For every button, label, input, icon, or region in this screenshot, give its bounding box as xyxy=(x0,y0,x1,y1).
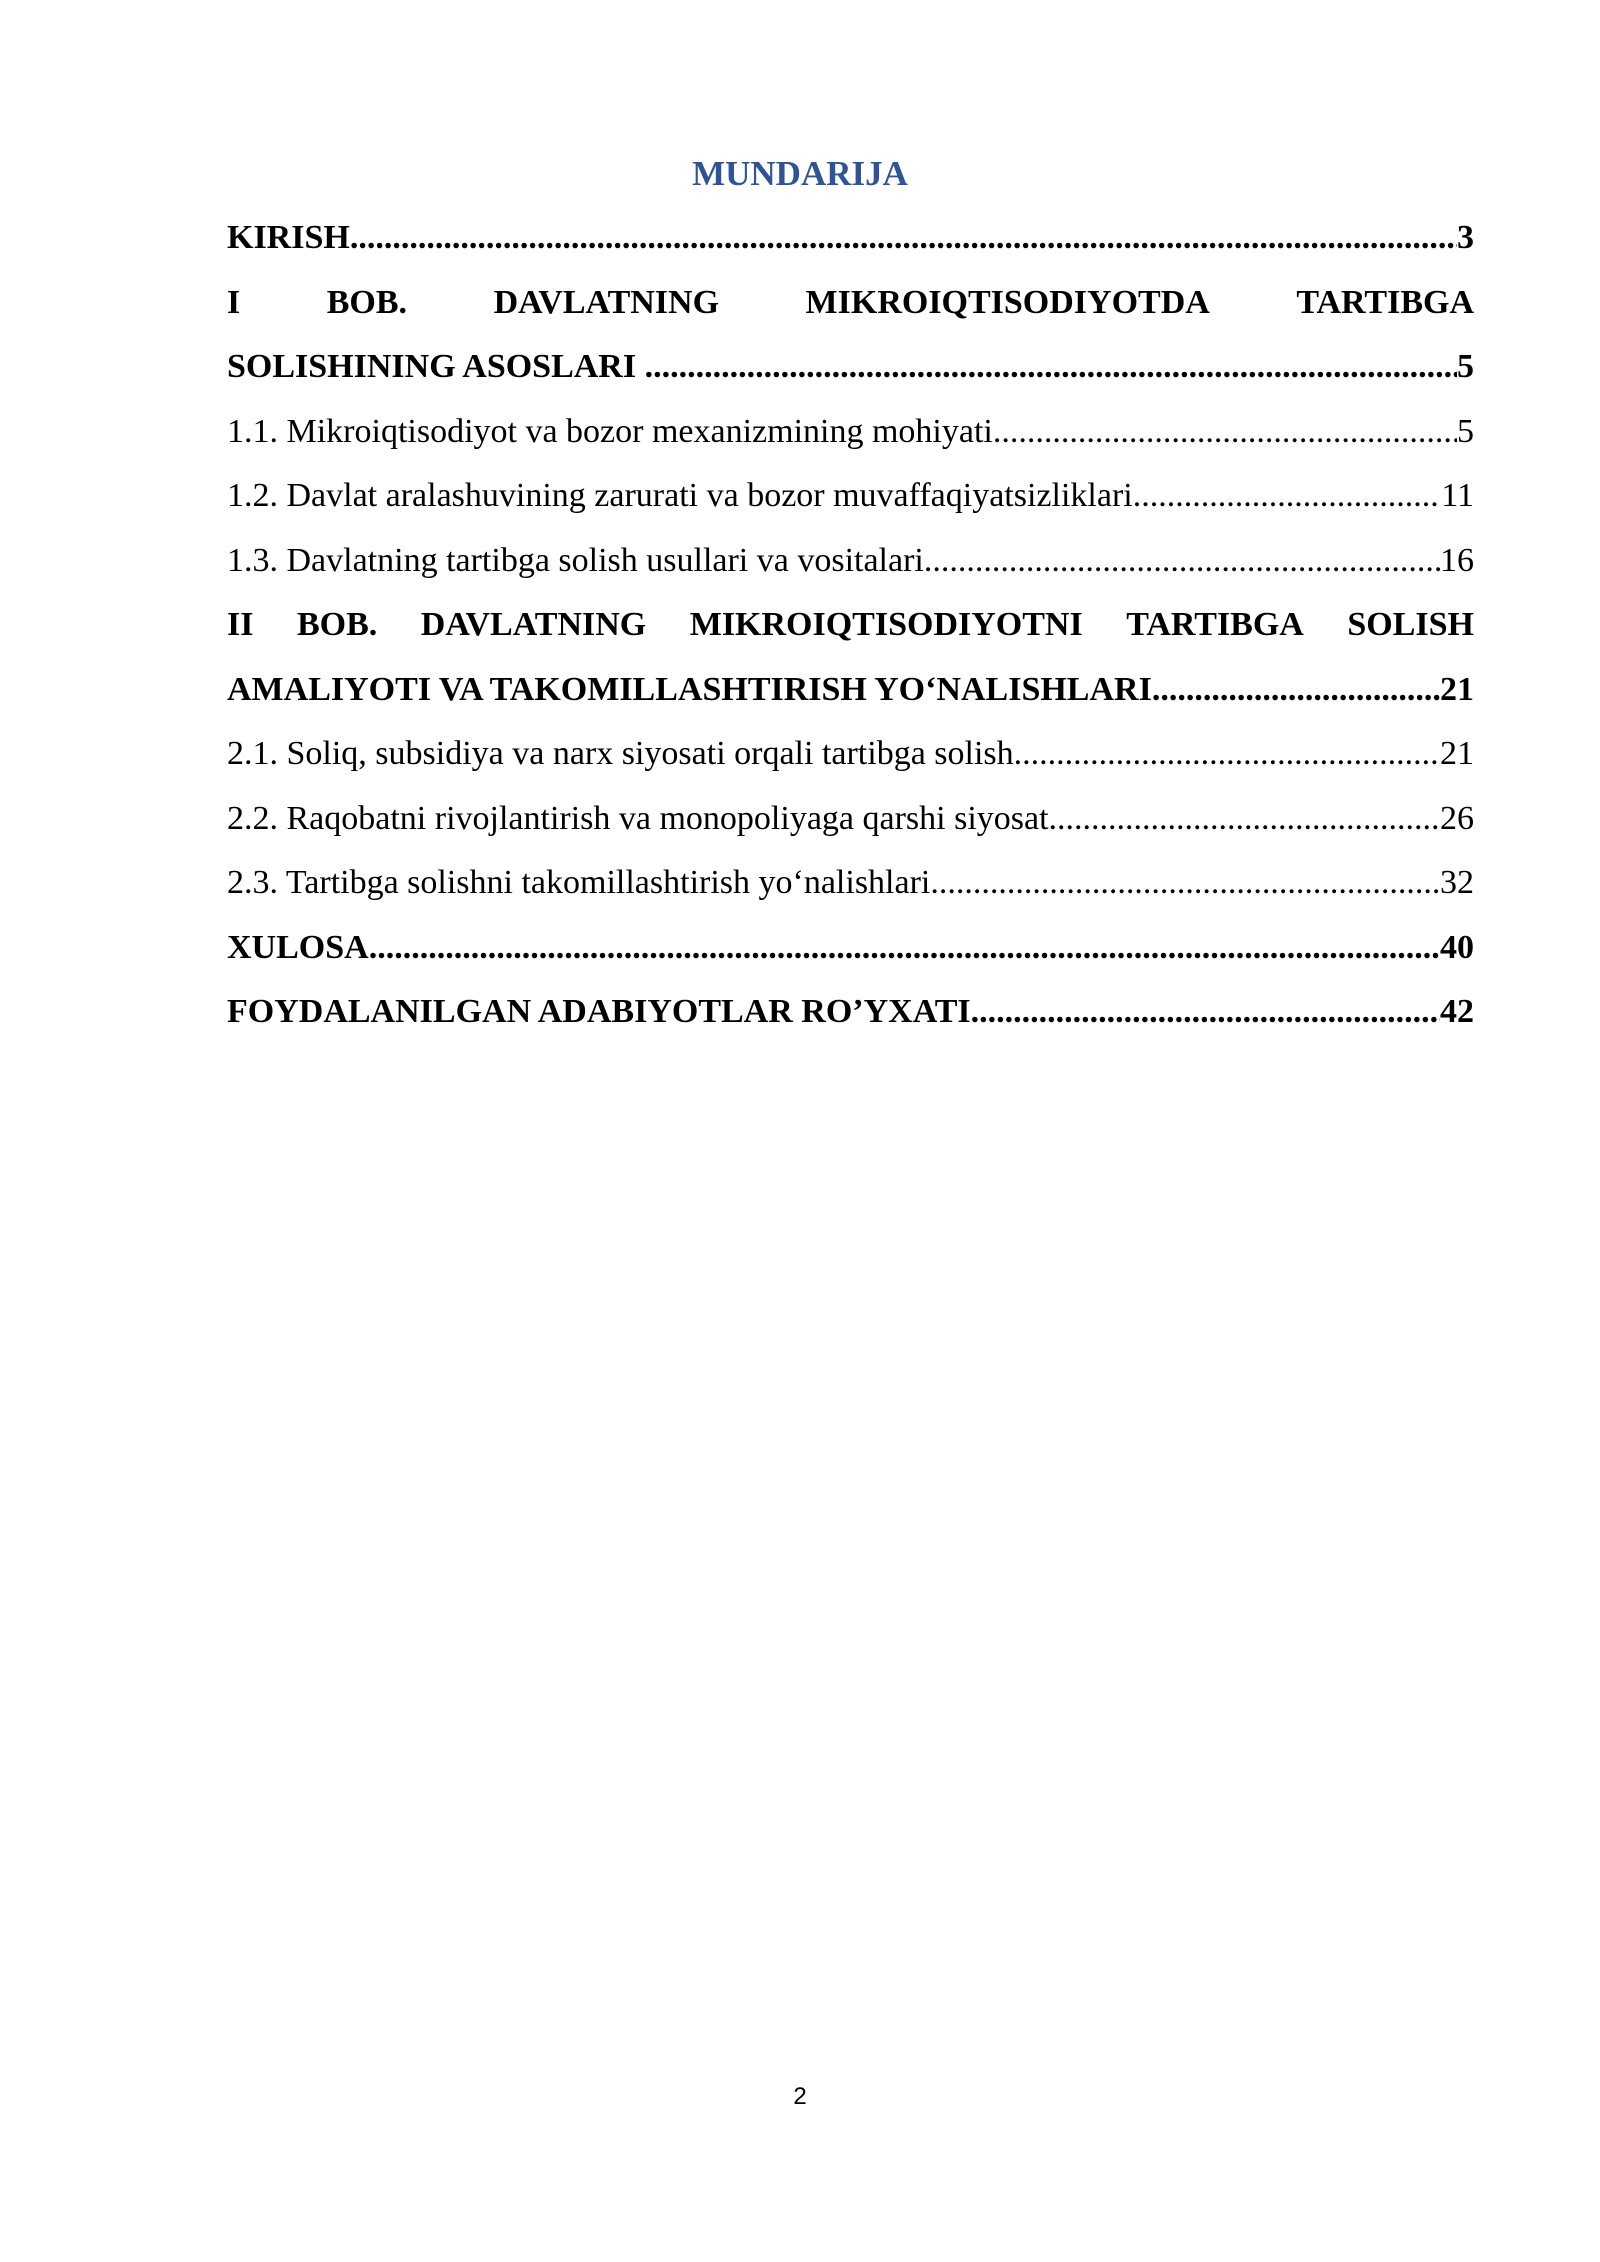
toc-entry-text: FOYDALANILGAN ADABIYOTLAR RO’YXATI xyxy=(227,993,971,1030)
toc-entry-text: AMALIYOTI VA TAKOMILLASHTIRISH YO‘NALISHLARI xyxy=(227,670,1152,708)
toc-entry-text: 2.2. Raqobatni rivojlantirish va monopoliyaga qarshi siyosat xyxy=(227,799,1049,837)
toc-word: SOLISH xyxy=(1347,606,1474,643)
toc-page-number: 42 xyxy=(1440,993,1474,1030)
dot-leader xyxy=(1133,464,1442,529)
toc-title: MUNDARIJA xyxy=(692,154,908,193)
toc-word: MIKROIQTISODIYOTNI xyxy=(689,606,1083,643)
toc-word: BOB. xyxy=(326,283,408,321)
toc-entry-chapter1-line1[interactable] xyxy=(227,271,1474,336)
toc-entry-kirish[interactable] xyxy=(227,206,1474,271)
dot-leader xyxy=(645,335,1457,400)
toc-entry-text: KIRISH xyxy=(227,219,350,256)
toc-page-number: 40 xyxy=(1440,928,1474,966)
dot-leader xyxy=(993,400,1457,465)
toc-page-number: 21 xyxy=(1440,670,1474,708)
toc-entry-1-3[interactable] xyxy=(227,529,1474,594)
toc-word: DAVLATNING xyxy=(420,606,647,643)
table-of-contents xyxy=(227,206,1474,1045)
toc-entry-chapter2-line2[interactable] xyxy=(227,658,1474,723)
toc-word: TARTIBGA xyxy=(1126,606,1304,643)
dot-leader xyxy=(1049,787,1440,852)
toc-entry-2-3[interactable] xyxy=(227,851,1474,916)
toc-entry-text: 1.2. Davlat aralashuvining zarurati va bozor muvaffaqiyatsizliklari xyxy=(227,477,1133,514)
toc-entry-1-2[interactable] xyxy=(227,464,1474,529)
toc-page-number: 26 xyxy=(1440,799,1474,837)
toc-entry-adabiyotlar[interactable] xyxy=(227,980,1474,1045)
toc-page-number: 3 xyxy=(1457,219,1474,256)
dot-leader xyxy=(971,980,1440,1045)
toc-entry-2-2[interactable] xyxy=(227,787,1474,852)
toc-entry-2-1[interactable] xyxy=(227,722,1474,787)
toc-page-number: 5 xyxy=(1457,412,1474,450)
toc-page-number: 21 xyxy=(1440,735,1474,772)
toc-word: TARTIBGA xyxy=(1296,283,1474,321)
toc-word: BOB. xyxy=(296,606,378,643)
toc-entry-text: 1.1. Mikroiqtisodiyot va bozor mexanizmining mohiyati xyxy=(227,412,993,450)
toc-page-number: 5 xyxy=(1457,348,1474,385)
toc-entry-text: SOLISHINING ASOSLARI xyxy=(227,348,645,385)
toc-word: II xyxy=(227,606,254,643)
toc-entry-1-1[interactable] xyxy=(227,400,1474,465)
toc-page-number: 16 xyxy=(1440,541,1474,579)
dot-leader xyxy=(1014,722,1440,787)
toc-entry-text: 1.3. Davlatning tartibga solish usullari va vositalari xyxy=(227,541,924,579)
dot-leader xyxy=(930,851,1440,916)
toc-page-number: 32 xyxy=(1440,864,1474,901)
dot-leader xyxy=(350,206,1457,271)
toc-word: MIKROIQTISODIYOTDA xyxy=(805,283,1210,321)
toc-page-number: 11 xyxy=(1441,477,1474,514)
dot-leader xyxy=(369,916,1440,981)
toc-entry-text: XULOSA xyxy=(227,928,369,966)
toc-word: DAVLATNING xyxy=(493,283,720,321)
toc-entry-chapter2-line1[interactable] xyxy=(227,593,1474,658)
toc-entry-chapter1-line2[interactable] xyxy=(227,335,1474,400)
dot-leader xyxy=(1152,658,1440,723)
dot-leader xyxy=(924,529,1440,594)
toc-entry-text: 2.3. Tartibga solishni takomillashtirish yo‘nalishlari xyxy=(227,864,931,901)
toc-word: I xyxy=(227,283,241,321)
page-number: 2 xyxy=(793,2083,807,2110)
toc-entry-text: 2.1. Soliq, subsidiya va narx siyosati orqali tartibga solish xyxy=(227,735,1014,772)
toc-entry-xulosa[interactable] xyxy=(227,916,1474,981)
